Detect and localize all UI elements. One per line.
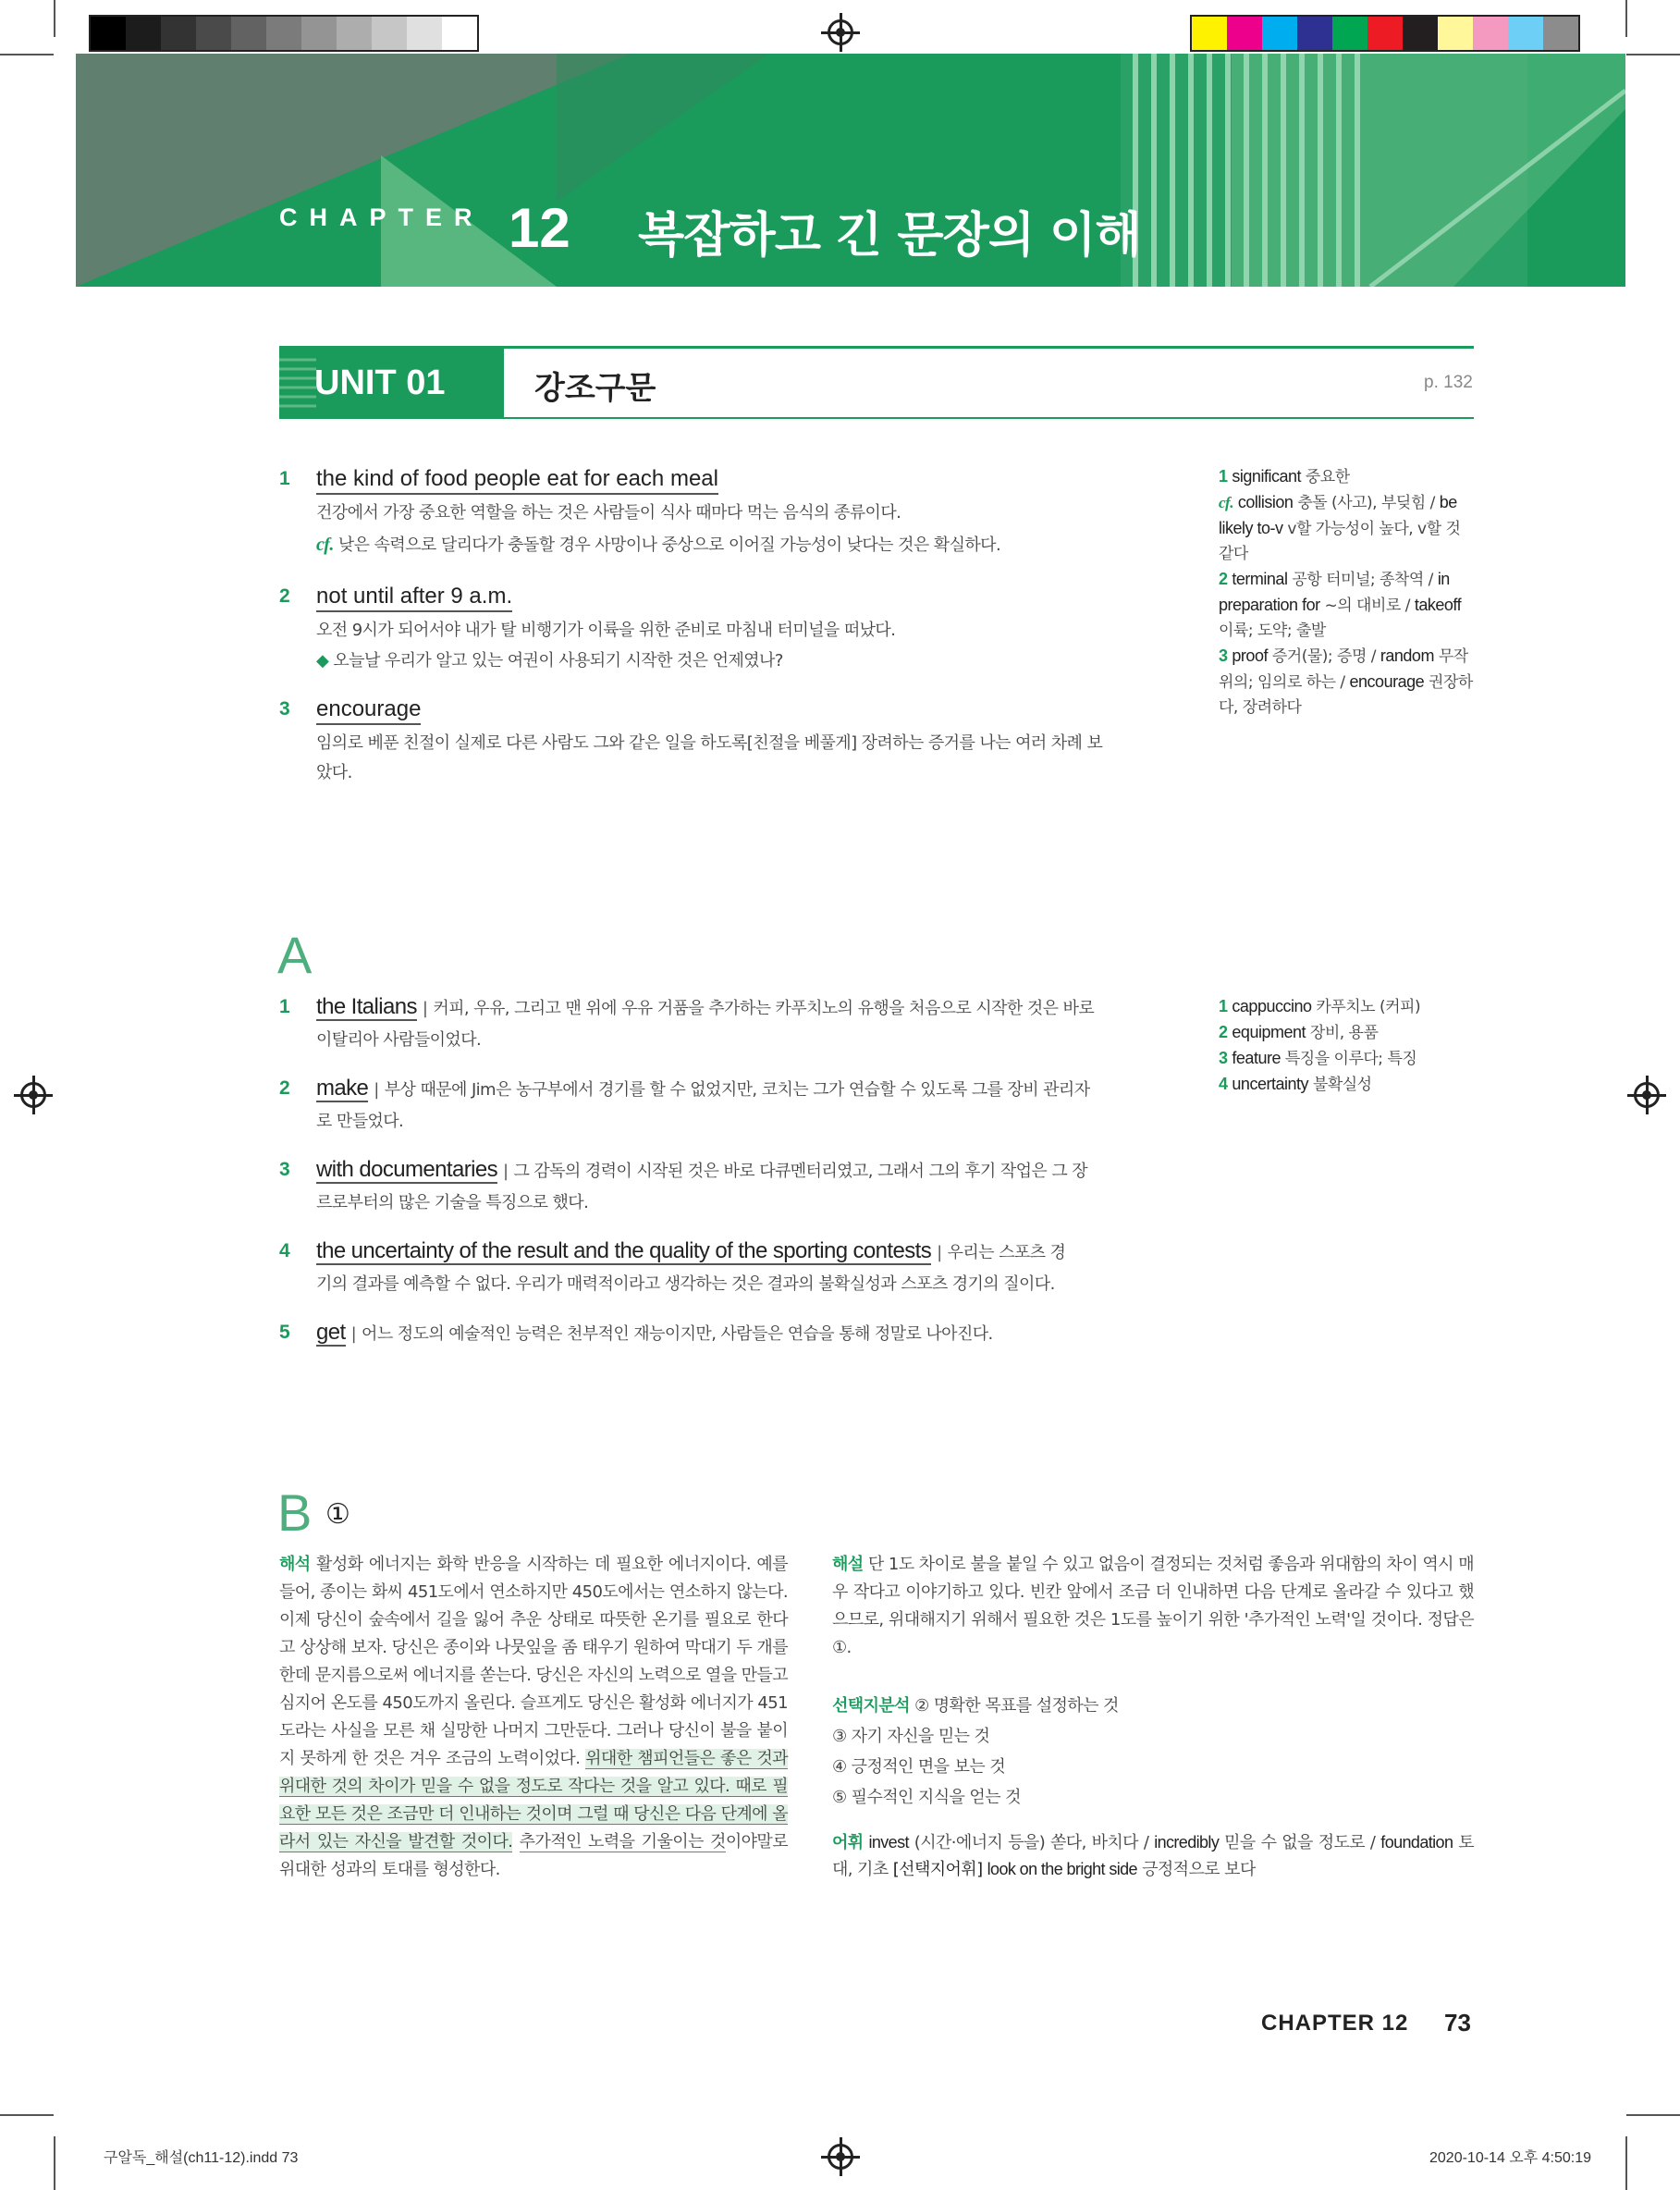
vocab-meaning: 중요한 <box>1305 468 1350 486</box>
section-a-item-line <box>316 1156 1087 1185</box>
unit-item-translation: 았다. <box>316 763 352 782</box>
explanation-text: 단 1도 차이로 불을 붙일 수 있고 없음이 결정되는 것처럼 좋음과 위대함의 차이 역시 매우 작다고 이야기하고 있다. 빈칸 앞에서 조금 더 인내하면 다음 단계로 올라갈 수 있다고 했으므로, 위대해지기 위해서 필요한 것은 1도를 높이기 위한 '추가적인 노력'일 것이다. 정답은 ①. <box>832 1555 1474 1657</box>
underlined-answer: 추가적인 노력을 기울이는 것 <box>519 1832 726 1852</box>
color-swatch <box>1297 17 1332 50</box>
page-number: 73 <box>1444 2009 1471 2036</box>
chapter-number: 12 <box>509 197 570 259</box>
vocab-tag: [선택지어휘] <box>892 1860 983 1879</box>
crop-mark <box>1625 2136 1627 2190</box>
option-item: ④ 긍정적인 면을 보는 것 <box>832 1757 1006 1777</box>
unit-item-bullet-line <box>316 648 783 674</box>
unit-item-answer: encourage <box>316 695 421 725</box>
answer: get <box>316 1320 346 1345</box>
gray-swatch <box>407 17 442 50</box>
crop-mark <box>1625 0 1627 37</box>
vocab-word: encourage <box>1349 672 1425 691</box>
gray-swatch <box>126 17 161 50</box>
registration-mark-bottom <box>828 2144 853 2170</box>
separator: | <box>937 1243 942 1262</box>
page-reference: p. 132 <box>1424 373 1473 392</box>
section-b-translation <box>279 1551 788 1884</box>
cf-text: 낮은 속력으로 달리다가 충돌할 경우 사망이나 중상으로 이어질 가능성이 낮다는 것은 확실하다. <box>337 535 1001 555</box>
translation: 그 감독의 경력이 시작된 것은 바로 다큐멘터리였고, 그래서 그의 후기 작업은 그 장 <box>513 1162 1088 1181</box>
bullet-text: 오늘날 우리가 알고 있는 여권이 사용되기 시작한 것은 언제였나? <box>333 651 783 671</box>
unit-item-answer: not until after 9 a.m. <box>316 583 512 612</box>
vocab-meaning: 권장하다, 장려하다 <box>1219 673 1473 717</box>
section-a-vocab-sidebar <box>1219 994 1474 1098</box>
crop-mark <box>1626 2114 1680 2116</box>
vocab-number: 1 <box>1219 997 1228 1015</box>
vocab-meaning: 충돌 (사고), 부딪힘 / <box>1297 494 1435 512</box>
translation: 우리는 스포츠 경 <box>947 1243 1066 1262</box>
translation: 부상 때문에 Jim은 농구부에서 경기를 할 수 없었지만, 코치는 그가 연습할 수 있도록 그를 장비 관리자 <box>384 1080 1090 1100</box>
option-analysis-label: 선택지분석 <box>832 1696 910 1716</box>
option-item: ② 명확한 목표를 설정하는 것 <box>914 1696 1119 1716</box>
section-letter-a: A <box>277 926 313 984</box>
chapter-title: 복잡하고 긴 문장의 이해 <box>638 208 1141 264</box>
vocab-meaning: (시간·에너지 등을) 쏟다, 바치다 / <box>914 1833 1149 1852</box>
vocab-word: look on the bright side <box>987 1860 1137 1878</box>
print-slug-timestamp: 2020-10-14 오후 4:50:19 <box>1429 2150 1592 2166</box>
vocab-meaning: ~의 대비로 / <box>1324 597 1410 615</box>
vocab-meaning: 장비, 용품 <box>1309 1024 1379 1042</box>
gray-swatch <box>337 17 372 50</box>
explanation-label: 해설 <box>832 1555 864 1574</box>
gray-swatch <box>301 17 337 50</box>
color-swatch <box>1438 17 1473 50</box>
section-a-item-number: 4 <box>279 1240 290 1261</box>
section-a-item-number: 1 <box>279 996 290 1017</box>
gray-swatch <box>266 17 301 50</box>
vocab-meaning: 믿을 수 없을 정도로 / <box>1224 1833 1376 1852</box>
gray-swatch <box>196 17 231 50</box>
unit-vocab-sidebar <box>1219 464 1474 720</box>
separator: | <box>422 999 428 1018</box>
registration-mark-right <box>1634 1082 1660 1108</box>
chapter-word: CHAPTER <box>279 203 484 231</box>
unit-item-number: 3 <box>279 698 290 720</box>
vocab-meaning: v할 가능성이 높다, v할 것 같다 <box>1219 520 1461 563</box>
section-a-item-line <box>316 1075 1090 1103</box>
gray-swatch <box>161 17 196 50</box>
vocab-number: 3 <box>1219 646 1228 665</box>
vocab-word: proof <box>1232 646 1268 665</box>
translation: 커피, 우유, 그리고 맨 위에 우유 거품을 추가하는 카푸치노의 유행을 처음으로 시작한 것은 바로 <box>433 999 1095 1018</box>
color-swatch <box>1332 17 1367 50</box>
option-analysis <box>832 1691 1474 1813</box>
translation-label: 해석 <box>279 1555 311 1574</box>
section-a-item-number: 5 <box>279 1322 290 1343</box>
vocab-word: random <box>1380 646 1434 665</box>
gray-swatch <box>231 17 266 50</box>
gray-swatch <box>372 17 407 50</box>
vocab-meaning: 카푸치노 (커피) <box>1316 998 1421 1016</box>
footer-chapter: CHAPTER 12 <box>1261 2011 1409 2036</box>
gray-swatch <box>91 17 126 50</box>
color-swatch <box>1367 17 1403 50</box>
option-item: ③ 자기 자신을 믿는 것 <box>832 1727 990 1746</box>
cmyk-color-bar <box>1190 15 1580 52</box>
unit-item-translation: 오전 9시가 되어서야 내가 탈 비행기가 이륙을 위한 준비로 마침내 터미널을 떠났다. <box>316 621 896 640</box>
section-a-item-continuation: 르로부터의 많은 기술을 특징으로 했다. <box>316 1193 589 1212</box>
vocab-word: equipment <box>1232 1023 1306 1041</box>
vocab-meaning: 증거(물); 증명 / <box>1271 647 1376 666</box>
vocab-meaning: 토대, 기초 <box>832 1833 1475 1879</box>
vocab-label: 어휘 <box>832 1833 864 1852</box>
vocab-number: 2 <box>1219 1023 1228 1041</box>
vocab-meaning: 특징을 이루다; 특징 <box>1284 1050 1417 1068</box>
highlighted-text: 위대한 챔피언들은 좋은 것과 위대한 것의 차이가 믿을 수 없을 정도로 작다는 것을 알고 있다. 때로 필요한 모든 것은 조금만 더 인내하는 것이며 그럴 때 당신은 다음 단계에 올라서 있는 자신을 발견할 것이다. <box>279 1749 788 1852</box>
unit-label: UNIT 01 <box>314 363 446 402</box>
color-swatch <box>1227 17 1262 50</box>
answer: the Italians <box>316 994 417 1019</box>
color-swatch <box>1543 17 1578 50</box>
translation-text: 활성화 에너지는 화학 반응을 시작하는 데 필요한 에너지이다. 예를 들어, 종이는 화씨 451도에서 연소하지만 450도에서는 연소하지 않는다. 이제 당신이 숲속에서 길을 잃어 추운 상태로 따뜻한 온기를 필요로 한다고 상상해 보자. 당신은 종이와 나뭇잎을 좀 태우기 원하여 막대기 두 개를 한데 문지름으로써 에너지를 쏟는다. 당신은 자신의 노력으로 열을 만들고 심지어 온도를 450도까지 올린다. 슬프게도 당신은 활성화 에너지가 451도라는 사실을 모른 채 실망한 나머지 그만둔다. 그러나 당신이 불을 붙이지 못하게 한 것은 겨우 조금의 노력이었다. <box>279 1555 788 1768</box>
section-letter-b: B <box>277 1483 313 1542</box>
section-a-item-continuation: 로 만들었다. <box>316 1112 404 1131</box>
vocab-word: cappuccino <box>1232 997 1312 1015</box>
answer: make <box>316 1076 369 1101</box>
vocab-meaning: 공항 터미널; 종착역 / <box>1292 571 1433 589</box>
color-swatch <box>1473 17 1508 50</box>
section-a-item-line <box>316 993 1094 1022</box>
registration-mark-top <box>828 19 853 45</box>
translation: 어느 정도의 예술적인 능력은 천부적인 재능이지만, 사람들은 연습을 통해 정말로 나아진다. <box>362 1324 993 1344</box>
unit-item-answer: the kind of food people eat for each meal <box>316 465 718 495</box>
vocab-meaning: 불확실성 <box>1312 1076 1372 1094</box>
registration-mark-left <box>20 1082 46 1108</box>
vocab-word: terminal <box>1232 570 1288 588</box>
vocab-word: foundation <box>1380 1833 1453 1852</box>
vocab-number: 1 <box>1219 467 1228 486</box>
vocab-meaning: 무작위의; 임의로 하는 / <box>1219 647 1468 692</box>
vocab-word: takeoff <box>1414 596 1462 614</box>
unit-item-translation: 건강에서 가장 중요한 역할을 하는 것은 사람들이 식사 때마다 먹는 음식의 종류이다. <box>316 503 901 523</box>
gray-swatch <box>442 17 477 50</box>
vocab-meaning: 긍정적으로 보다 <box>1142 1860 1256 1879</box>
cf-label: cf. <box>316 535 334 555</box>
unit-item-translation: 임의로 베푼 친절이 실제로 다른 사람도 그와 같은 일을 하도록[친절을 베풀게] 장려하는 증거를 나는 여러 차례 보 <box>316 733 1103 753</box>
unit-item-number: 1 <box>279 468 290 489</box>
crop-mark <box>54 0 55 37</box>
separator: | <box>374 1080 379 1100</box>
vocab-word: collision <box>1237 493 1294 511</box>
section-b-answer: ① <box>325 1498 350 1531</box>
vocab-meaning: 이륙; 도약; 출발 <box>1219 621 1326 640</box>
vocab-number: 4 <box>1219 1075 1228 1093</box>
vocab-word: be likely to-v <box>1219 493 1457 537</box>
section-a-item-number: 3 <box>279 1159 290 1180</box>
separator: | <box>502 1162 509 1181</box>
color-swatch <box>1262 17 1297 50</box>
print-slug-filename: 구알독_해설(ch11-12).indd 73 <box>104 2150 299 2166</box>
section-b-explanation <box>832 1551 1474 1662</box>
grayscale-color-bar <box>89 15 479 52</box>
vocab-word: invest <box>868 1833 909 1852</box>
unit-bottom-rule <box>279 417 1474 419</box>
crop-mark <box>1626 54 1680 55</box>
unit-title: 강조구문 <box>534 370 656 407</box>
section-a-item-line <box>316 1237 1065 1266</box>
cf-label: cf. <box>1219 494 1233 511</box>
crop-mark <box>0 2114 54 2116</box>
diamond-bullet-icon: ◆ <box>316 651 329 671</box>
answer: with documentaries <box>316 1157 497 1182</box>
option-item: ⑤ 필수적인 지식을 얻는 것 <box>832 1788 1021 1807</box>
vocab-notes <box>832 1829 1474 1883</box>
vocab-word: significant <box>1232 467 1301 486</box>
section-a-item-number: 2 <box>279 1077 290 1099</box>
color-swatch <box>1192 17 1227 50</box>
vocab-word: incredibly <box>1154 1833 1220 1852</box>
answer: the uncertainty of the result and the quality of the sporting contests <box>316 1238 932 1263</box>
color-swatch <box>1403 17 1438 50</box>
section-a-item-continuation: 이탈리아 사람들이었다. <box>316 1030 482 1050</box>
vocab-number: 2 <box>1219 570 1228 588</box>
vocab-number: 3 <box>1219 1049 1228 1067</box>
crop-mark <box>54 2136 55 2190</box>
vocab-word: feature <box>1232 1049 1281 1067</box>
crop-mark <box>0 54 54 55</box>
unit-item-cf <box>316 532 1000 559</box>
vocab-word: in preparation for <box>1219 570 1450 614</box>
color-swatch <box>1508 17 1543 50</box>
translation-text-end: 이야말로 위대한 성과의 토대를 형성한다. <box>279 1832 789 1879</box>
vocab-word: uncertainty <box>1232 1075 1308 1093</box>
section-a-item-continuation: 기의 결과를 예측할 수 없다. 우리가 매력적이라고 생각하는 것은 결과의 불확실성과 스포츠 경기의 질이다. <box>316 1274 1055 1294</box>
separator: | <box>350 1324 357 1344</box>
section-a-item-line <box>316 1319 993 1347</box>
unit-item-number: 2 <box>279 585 290 607</box>
